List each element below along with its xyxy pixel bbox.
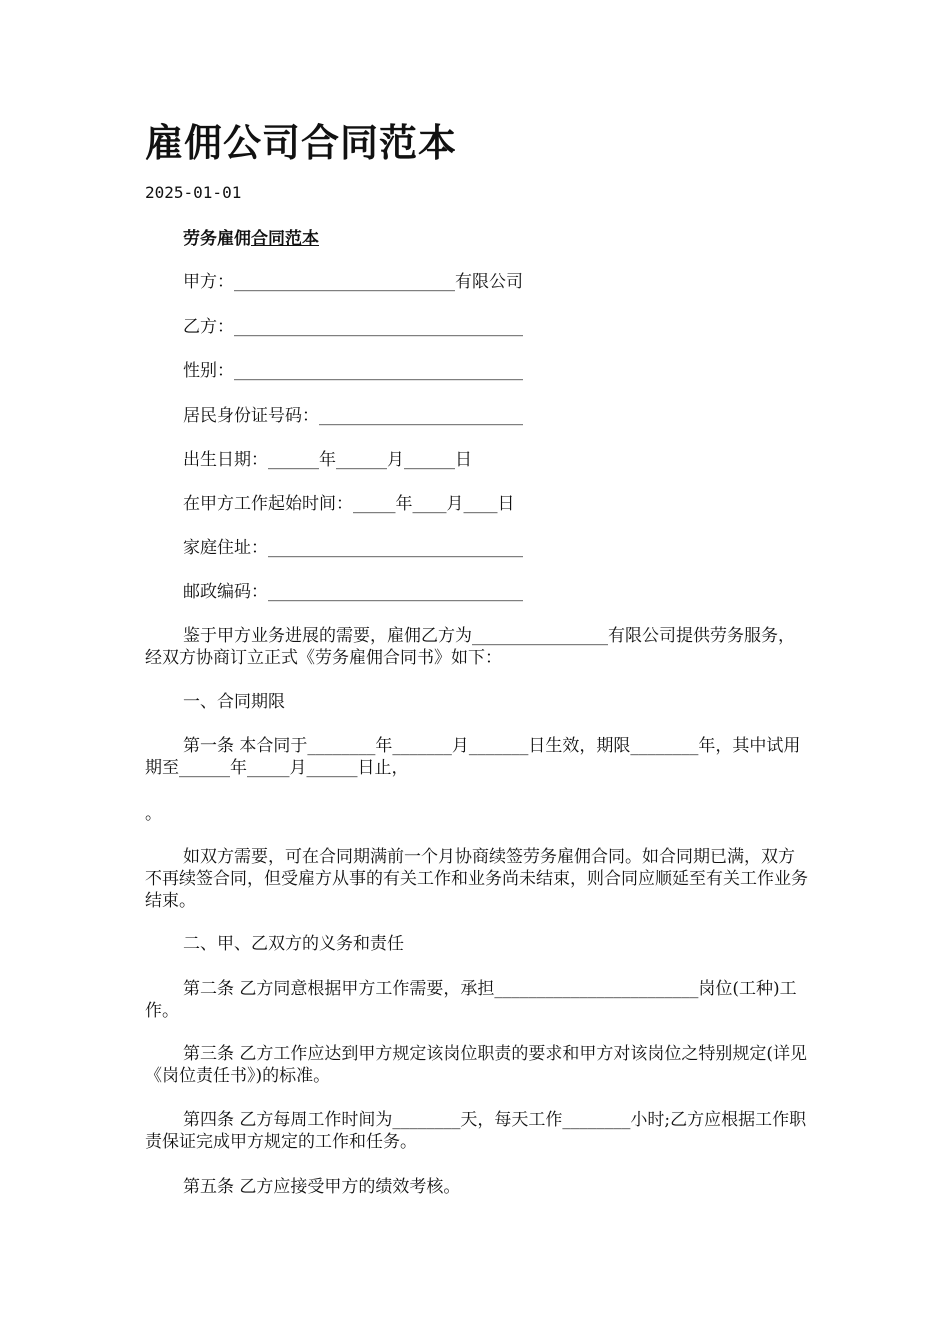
section-heading-term: 一、合同期限 [183,692,285,712]
contract-subtitle [183,228,319,250]
field-address: 家庭住址：______________________________ [183,538,523,558]
document-date: 2025-01-01 [145,183,242,202]
field-id-number: 居民身份证号码：________________________ [183,406,523,426]
subtitle-part-b: 合同范本 [251,229,319,249]
subtitle-part-a: 劳务雇佣 [183,229,251,249]
article-3: 第三条 乙方工作应达到甲方规定该岗位职责的要求和甲方对该岗位之特别规定(详见《岗位责任书》)的标准。 [145,1044,808,1086]
renewal-paragraph: 如双方需要，可在合同期满前一个月协商续签劳务雇佣合同。如合同期已满，双方不再续签合同，但受雇方从事的有关工作和业务尚未结束，则合同应顺延至有关工作业务结束。 [145,847,808,911]
document-title: 雇佣公司合同范本 [145,121,458,165]
field-postal-code: 邮政编码：______________________________ [183,582,523,602]
article-1: 第一条 本合同于________年_______月_______日生效，期限________年，其中试用期至______年_____月______日止， [145,736,801,778]
field-gender: 性别：__________________________________ [183,361,523,381]
field-start-date: 在甲方工作起始时间：_____年____月____日 [183,494,515,514]
field-party-b: 乙方：__________________________________ [183,317,523,337]
article-5: 第五条 乙方应接受甲方的绩效考核。 [183,1177,461,1197]
field-birth-date: 出生日期：______年______月______日 [183,450,472,470]
article-2: 第二条 乙方同意根据甲方工作需要，承担________________________岗位(工种)工作。 [145,979,797,1021]
section-heading-duties: 二、甲、乙双方的义务和责任 [183,934,404,954]
period-mark: 。 [145,804,162,824]
intro-paragraph: 鉴于甲方业务进展的需要，雇佣乙方为________________有限公司提供劳务服务，经双方协商订立正式《劳务雇佣合同书》如下： [145,626,795,668]
field-party-a: 甲方：__________________________有限公司 [183,272,523,292]
article-4: 第四条 乙方每周工作时间为________天，每天工作________小时;乙方应根据工作职责保证完成甲方规定的工作和任务。 [145,1110,807,1152]
